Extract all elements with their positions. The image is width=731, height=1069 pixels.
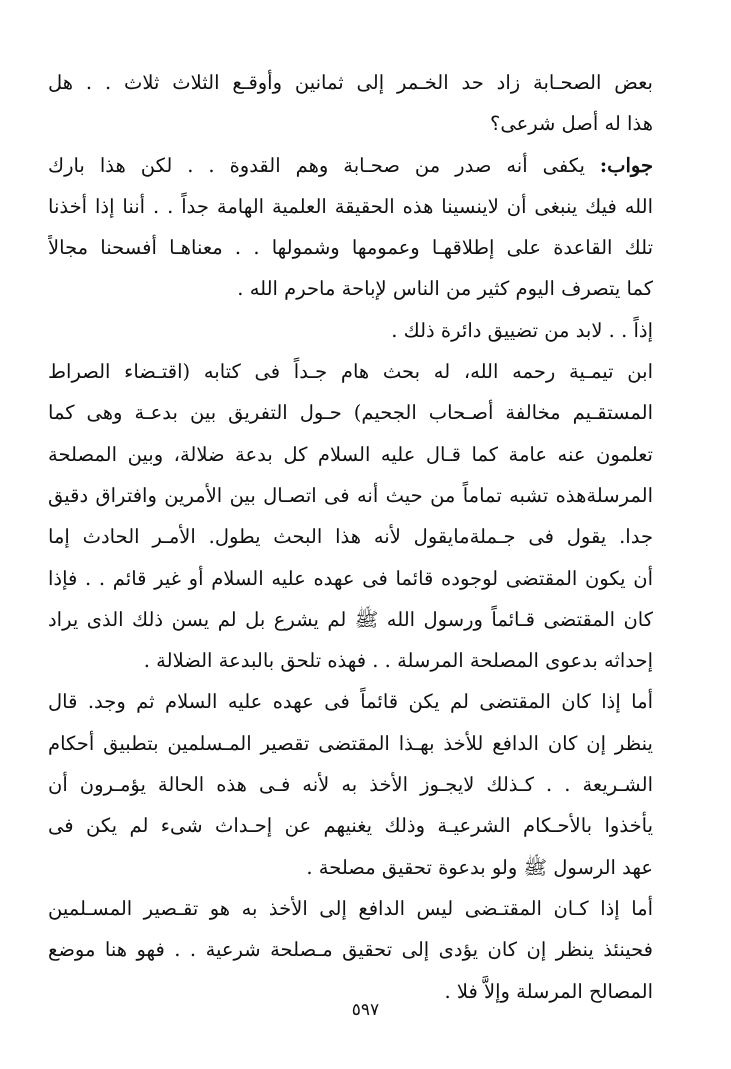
text-line bbox=[48, 888, 653, 929]
text-line bbox=[48, 351, 653, 392]
text-line bbox=[48, 145, 653, 186]
line-text: أن يكون المقتضى لوجوده قائما فى عهده عليه السلام أو غير قائم . . فإذا bbox=[48, 566, 653, 590]
line-text: إذاً . . لابد من تضييق دائرة ذلك . bbox=[391, 318, 653, 342]
text-line bbox=[48, 640, 653, 681]
line-text: تلك القاعدة على إطلاقهـا وعمومها وشمولها . . معناهـا أفسحنا مجالاً bbox=[48, 236, 653, 260]
text-line bbox=[48, 186, 653, 227]
text-line bbox=[48, 558, 653, 599]
line-text: فحينئذ ينظر إن كان يؤدى إلى تحقيق مـصلحة شرعية . . فهو هنا موضع bbox=[48, 938, 653, 962]
line-text: كان المقتضى قـائماً ورسول الله ﷺ لم يشرع بل لم يسن ذلك الذى يراد bbox=[48, 607, 653, 631]
line-text: يكفى أنه صدر من صحـابة وهم القدوة . . لكن هذا بارك bbox=[48, 153, 600, 177]
line-text: ابن تيمـية رحمه الله، له بحث هام جـداً فى كتابه (اقتـضاء الصراط bbox=[48, 360, 653, 384]
line-text: بعض الصحـابة زاد حد الخـمر إلى ثمانين وأوقـع الثلاث ثلاث . . هل bbox=[48, 71, 653, 94]
text-line bbox=[48, 310, 653, 351]
line-text: المستقـيم مخالفة أصـحاب الجحيم) حـول التفريق بين بدعـة وهى كما bbox=[48, 401, 653, 425]
text-line bbox=[48, 434, 653, 475]
text-line bbox=[48, 929, 653, 970]
text-line bbox=[48, 764, 653, 805]
answer-label: جواب: bbox=[599, 153, 653, 177]
text-line bbox=[48, 103, 653, 144]
text-line bbox=[48, 599, 653, 640]
line-text: الله فيك ينبغى أن لاينسينا هذه الحقيقة العلمية الهامة جداً . . أننا إذا أخذنا bbox=[48, 194, 653, 218]
text-line bbox=[48, 723, 653, 764]
text-line bbox=[48, 681, 653, 722]
line-text: يأخذوا بالأحـكام الشرعيـة وذلك يغنيهم عن إحـداث شىء لم يكن فى bbox=[48, 814, 653, 838]
line-text: عهد الرسول ﷺ ولو بدعوة تحقيق مصلحة . bbox=[306, 855, 653, 879]
line-text: إحداثه بدعوى المصلحة المرسلة . . فهذه تلحق بالبدعة الضلالة . bbox=[143, 649, 653, 673]
line-text: هذا له أصل شرعى؟ bbox=[489, 112, 653, 136]
page-number: ٥٩٧ bbox=[351, 1000, 380, 1020]
text-line bbox=[48, 268, 653, 309]
line-text: تعلمون عنه عامة كما قـال عليه السلام كل بدعة ضلالة، وبين المصلحة bbox=[48, 442, 653, 466]
line-text: ينظر إن كان الدافع للأخذ بهـذا المقتضى تقصير المـسلمين بتطبيق أحكام bbox=[48, 731, 653, 755]
line-text: كما يتصرف اليوم كثير من الناس لإباحة ماحرم الله . bbox=[237, 277, 653, 301]
line-text: أما إذا كـان المقتـضى ليس الدافع إلى الأخذ به هو تقـصير المسـلمين bbox=[48, 896, 653, 920]
text-line bbox=[48, 805, 653, 846]
text-line bbox=[48, 62, 653, 103]
text-line bbox=[48, 847, 653, 888]
line-text: المصالح المرسلة وإلاَّ فلا . bbox=[444, 979, 653, 1003]
page-body bbox=[48, 62, 653, 1012]
text-line bbox=[48, 516, 653, 557]
line-text: المرسلةهذه تشبه تماماً من حيث أنه فى اتصـال بين الأمرين وافتراق دقيق bbox=[48, 483, 653, 507]
line-text: أما إذا كان المقتضى لم يكن قائماً فى عهده عليه السلام ثم وجد. قال bbox=[48, 690, 653, 714]
text-line bbox=[48, 392, 653, 433]
text-line bbox=[48, 475, 653, 516]
line-text: جدا. يقول فى جـملةمايقول لأنه هذا البحث يطول. الأمـر الحادث إما bbox=[48, 525, 653, 549]
line-text: الشـريعة . . كـذلك لايجـوز الأخذ به لأنه فـى هذه الحالة يؤمـرون أن bbox=[48, 773, 653, 797]
text-line bbox=[48, 227, 653, 268]
